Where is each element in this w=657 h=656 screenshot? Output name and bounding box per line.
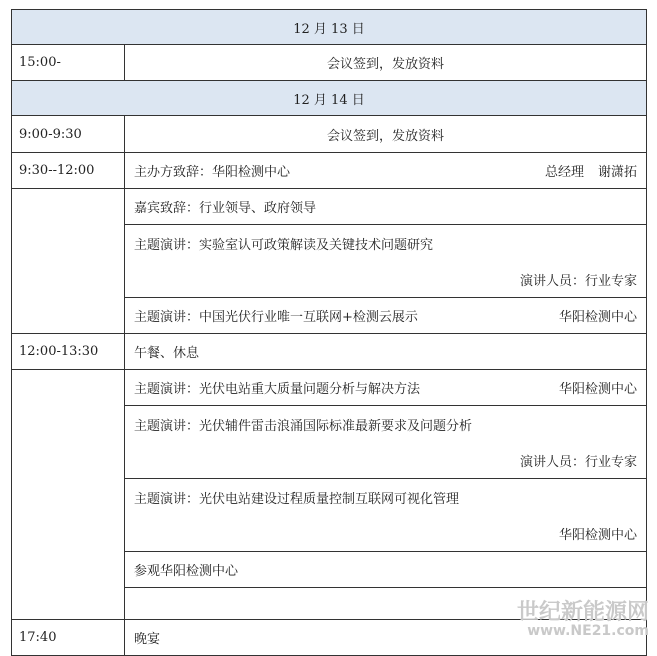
time-cell: 17:40: [12, 620, 125, 656]
agenda-cell: [125, 153, 647, 189]
agenda-item: 主题演讲：光伏电站重大质量问题分析与解决方法: [134, 382, 421, 397]
time-cell-empty: [12, 370, 125, 620]
schedule-row: [12, 45, 647, 81]
agenda-cell: [125, 370, 647, 406]
agenda-item: 午餐、休息: [134, 346, 200, 361]
agenda-item: 主题演讲：光伏电站建设过程质量控制互联网可视化管理: [134, 491, 460, 507]
schedule-table: [11, 9, 647, 656]
agenda-item: 主题演讲：中国光伏行业唯一互联网+检测云展示: [134, 310, 418, 325]
speaker-info: 华阳检测中心: [558, 382, 637, 397]
schedule-row: [12, 116, 647, 153]
agenda-item: 嘉宾致辞：行业领导、政府领导: [134, 201, 317, 216]
speaker-info: [545, 161, 637, 180]
agenda-cell: [125, 298, 647, 334]
time-cell-empty: [12, 189, 125, 334]
agenda-item: 参观华阳检测中心: [134, 564, 239, 579]
time-cell: 9:30--12:00: [12, 153, 125, 189]
date-row-day1: [12, 10, 647, 45]
speaker-name: 谢潇拓: [597, 165, 637, 180]
watermark: [517, 602, 649, 638]
schedule-row: [12, 189, 647, 225]
speaker-info: 演讲人员：行业专家: [519, 454, 637, 470]
agenda-item: 会议签到，发放资料: [125, 116, 647, 153]
speaker-role: 总经理: [544, 165, 584, 180]
agenda-cell: [125, 552, 647, 588]
time-cell: 9:00-9:30: [12, 116, 125, 153]
watermark-name: 世纪新能源网: [516, 600, 649, 625]
date-header-day2: 12 月 14 日: [12, 81, 647, 116]
schedule-row: [12, 334, 647, 370]
agenda-cell: [125, 334, 647, 370]
schedule-row: [12, 370, 647, 406]
speaker-info: 演讲人员：行业专家: [519, 273, 637, 289]
time-cell: 15:00-: [12, 45, 125, 81]
speaker-info: 华阳检测中心: [558, 310, 637, 325]
agenda-cell: [125, 406, 647, 479]
agenda-cell: [125, 479, 647, 552]
schedule-row: [12, 153, 647, 189]
time-cell: 12:00-13:30: [12, 334, 125, 370]
agenda-item: 主题演讲：光伏辅件雷击浪涌国际标准最新要求及问题分析: [134, 418, 473, 434]
agenda-item: 主办方致辞：华阳检测中心: [134, 165, 291, 180]
date-header-day1: 12 月 13 日: [12, 10, 647, 45]
watermark-url: www.NE21.com: [527, 623, 649, 639]
agenda-cell: [125, 189, 647, 225]
agenda-cell: [125, 225, 647, 298]
date-row-day2: [12, 81, 647, 116]
agenda-item: 晚宴: [134, 632, 161, 647]
agenda-item: 会议签到，发放资料: [125, 45, 647, 81]
agenda-item: 主题演讲：实验室认可政策解读及关键技术问题研究: [134, 237, 434, 253]
speaker-info: 华阳检测中心: [558, 527, 637, 543]
